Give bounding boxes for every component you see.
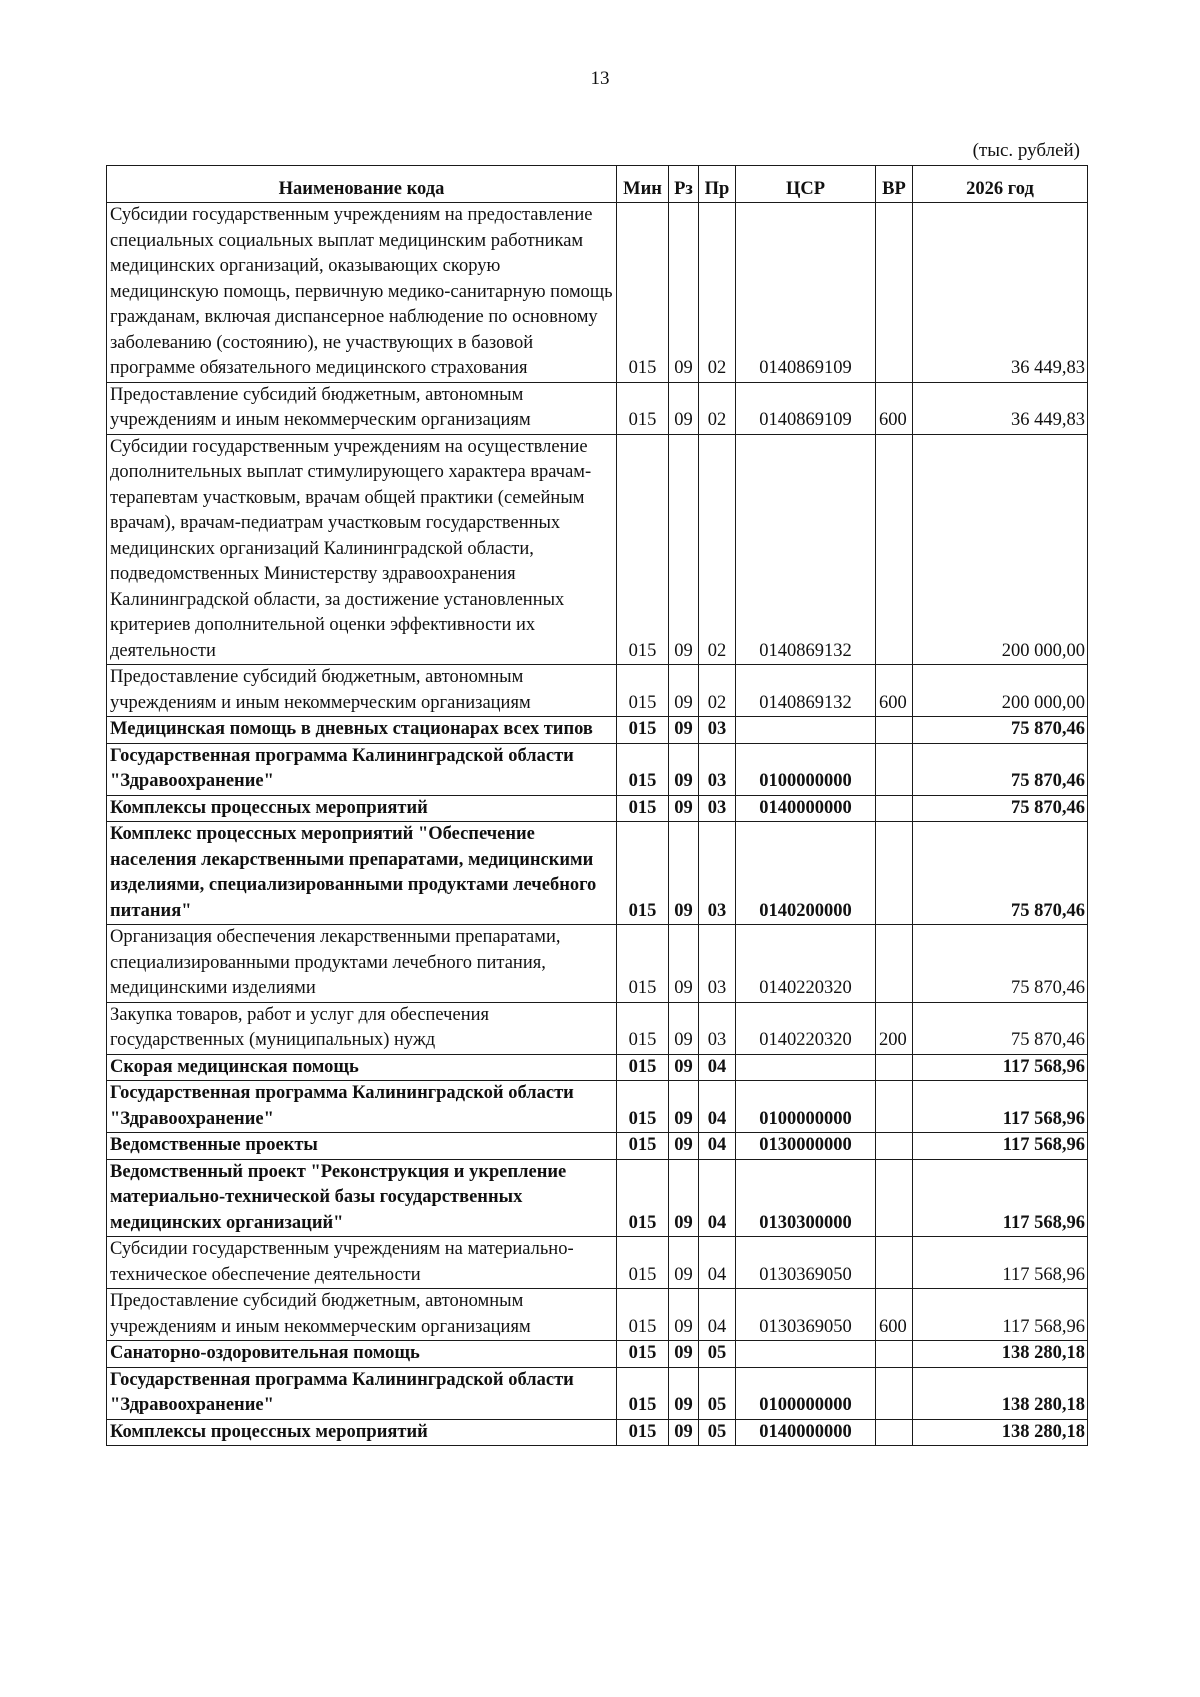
cell-pr: 04 [699, 1237, 736, 1289]
cell-csr: 0140869132 [736, 434, 876, 665]
page-number: 13 [590, 68, 610, 89]
table-row [107, 203, 1088, 383]
table-row [107, 1367, 1088, 1419]
cell-name: Санаторно-оздоровительная помощь [107, 1341, 617, 1368]
table-row [107, 1289, 1088, 1341]
cell-csr: 0130369050 [736, 1237, 876, 1289]
column-header-vr: ВР [876, 166, 913, 203]
cell-rz: 09 [669, 1002, 699, 1054]
cell-min: 015 [617, 1081, 669, 1133]
cell-vr [876, 1081, 913, 1133]
cell-min: 015 [617, 665, 669, 717]
cell-vr [876, 1237, 913, 1289]
cell-amount: 75 870,46 [913, 1002, 1088, 1054]
cell-name: Субсидии государственным учреждениям на предоставление специальных социальных выплат медицинским работникам медицинских организаций, оказывающих скорую медицинскую помощь, первичную медико-санитарную помощь гражданам, включая диспансерное наблюдение по основному заболеванию (состоянию), не участвующих в базовой программе обязательного медицинского страхования [107, 203, 617, 383]
cell-vr [876, 1054, 913, 1081]
cell-rz: 09 [669, 1054, 699, 1081]
budget-table [106, 165, 1088, 1446]
cell-amount: 75 870,46 [913, 925, 1088, 1003]
cell-min: 015 [617, 1002, 669, 1054]
cell-vr [876, 1133, 913, 1160]
table-row [107, 434, 1088, 665]
units-label: (тыс. рублей) [972, 140, 1080, 161]
cell-rz: 09 [669, 1237, 699, 1289]
cell-vr: 600 [876, 665, 913, 717]
cell-vr [876, 822, 913, 925]
cell-name: Комплекс процессных мероприятий "Обеспечение населения лекарственными препаратами, медицинскими изделиями, специализированными продуктами лечебного питания" [107, 822, 617, 925]
column-header-name: Наименование кода [107, 166, 617, 203]
cell-vr [876, 795, 913, 822]
cell-vr [876, 743, 913, 795]
table-row [107, 1133, 1088, 1160]
cell-csr [736, 1054, 876, 1081]
cell-amount: 117 568,96 [913, 1237, 1088, 1289]
cell-amount: 75 870,46 [913, 795, 1088, 822]
cell-pr: 03 [699, 1002, 736, 1054]
cell-amount: 75 870,46 [913, 717, 1088, 744]
cell-csr: 0100000000 [736, 1081, 876, 1133]
cell-rz: 09 [669, 382, 699, 434]
cell-csr: 0140869109 [736, 203, 876, 383]
cell-csr: 0140869132 [736, 665, 876, 717]
cell-pr: 04 [699, 1081, 736, 1133]
cell-vr [876, 925, 913, 1003]
cell-csr: 0140869109 [736, 382, 876, 434]
cell-amount: 117 568,96 [913, 1054, 1088, 1081]
cell-vr [876, 1367, 913, 1419]
cell-pr: 02 [699, 665, 736, 717]
table-row [107, 1159, 1088, 1237]
cell-min: 015 [617, 717, 669, 744]
cell-vr [876, 203, 913, 383]
cell-csr: 0140000000 [736, 795, 876, 822]
cell-amount: 117 568,96 [913, 1133, 1088, 1160]
cell-rz: 09 [669, 925, 699, 1003]
cell-rz: 09 [669, 434, 699, 665]
cell-csr: 0100000000 [736, 743, 876, 795]
table-row [107, 1054, 1088, 1081]
cell-rz: 09 [669, 1341, 699, 1368]
cell-amount: 138 280,18 [913, 1367, 1088, 1419]
cell-pr: 04 [699, 1054, 736, 1081]
column-header-min: Мин [617, 166, 669, 203]
cell-pr: 02 [699, 434, 736, 665]
cell-min: 015 [617, 434, 669, 665]
cell-csr: 0130369050 [736, 1289, 876, 1341]
table-row [107, 1419, 1088, 1446]
table-row [107, 717, 1088, 744]
cell-min: 015 [617, 1367, 669, 1419]
cell-amount: 75 870,46 [913, 822, 1088, 925]
table-row [107, 925, 1088, 1003]
cell-csr: 0140200000 [736, 822, 876, 925]
table-row [107, 1081, 1088, 1133]
cell-rz: 09 [669, 1367, 699, 1419]
cell-rz: 09 [669, 1133, 699, 1160]
table-row [107, 822, 1088, 925]
cell-csr: 0140220320 [736, 925, 876, 1003]
cell-name: Предоставление субсидий бюджетным, автономным учреждениям и иным некоммерческим организациям [107, 382, 617, 434]
cell-amount: 117 568,96 [913, 1081, 1088, 1133]
cell-name: Государственная программа Калининградской области "Здравоохранение" [107, 1367, 617, 1419]
cell-amount: 36 449,83 [913, 382, 1088, 434]
cell-pr: 05 [699, 1419, 736, 1446]
cell-rz: 09 [669, 1081, 699, 1133]
cell-rz: 09 [669, 795, 699, 822]
cell-name: Субсидии государственным учреждениям на материально-техническое обеспечение деятельности [107, 1237, 617, 1289]
cell-min: 015 [617, 795, 669, 822]
cell-csr [736, 1341, 876, 1368]
table-row [107, 743, 1088, 795]
cell-csr: 0100000000 [736, 1367, 876, 1419]
cell-amount: 117 568,96 [913, 1289, 1088, 1341]
cell-name: Государственная программа Калининградской области "Здравоохранение" [107, 1081, 617, 1133]
table-row [107, 1237, 1088, 1289]
cell-name: Предоставление субсидий бюджетным, автономным учреждениям и иным некоммерческим организациям [107, 665, 617, 717]
cell-min: 015 [617, 1341, 669, 1368]
cell-pr: 03 [699, 743, 736, 795]
table-row [107, 382, 1088, 434]
cell-vr: 600 [876, 1289, 913, 1341]
cell-pr: 04 [699, 1289, 736, 1341]
cell-min: 015 [617, 925, 669, 1003]
cell-vr [876, 717, 913, 744]
cell-csr: 0130300000 [736, 1159, 876, 1237]
cell-pr: 03 [699, 925, 736, 1003]
cell-rz: 09 [669, 1159, 699, 1237]
cell-min: 015 [617, 1237, 669, 1289]
cell-name: Субсидии государственным учреждениям на осуществление дополнительных выплат стимулирующего характера врачам-терапевтам участковым, врачам общей практики (семейным врачам), врачам-педиатрам участковым государственных медицинских организаций Калининградской области, подведомственных Министерству здравоохранения Калининградской области, за достижение установленных критериев дополнительной оценки эффективности их деятельности [107, 434, 617, 665]
cell-csr: 0140000000 [736, 1419, 876, 1446]
cell-amount: 36 449,83 [913, 203, 1088, 383]
cell-vr: 200 [876, 1002, 913, 1054]
cell-amount: 117 568,96 [913, 1159, 1088, 1237]
cell-amount: 138 280,18 [913, 1419, 1088, 1446]
cell-pr: 03 [699, 795, 736, 822]
cell-min: 015 [617, 203, 669, 383]
cell-vr [876, 1341, 913, 1368]
column-header-pr: Пр [699, 166, 736, 203]
table-row [107, 1341, 1088, 1368]
cell-min: 015 [617, 1159, 669, 1237]
cell-min: 015 [617, 382, 669, 434]
cell-vr [876, 1159, 913, 1237]
cell-name: Комплексы процессных мероприятий [107, 1419, 617, 1446]
cell-name: Государственная программа Калининградской области "Здравоохранение" [107, 743, 617, 795]
cell-name: Медицинская помощь в дневных стационарах всех типов [107, 717, 617, 744]
cell-rz: 09 [669, 717, 699, 744]
cell-amount: 200 000,00 [913, 665, 1088, 717]
cell-rz: 09 [669, 1289, 699, 1341]
cell-rz: 09 [669, 665, 699, 717]
cell-rz: 09 [669, 822, 699, 925]
cell-min: 015 [617, 743, 669, 795]
cell-csr [736, 717, 876, 744]
table-row [107, 665, 1088, 717]
cell-name: Закупка товаров, работ и услуг для обеспечения государственных (муниципальных) нужд [107, 1002, 617, 1054]
table-header-row [107, 166, 1088, 203]
cell-pr: 03 [699, 717, 736, 744]
cell-min: 015 [617, 1289, 669, 1341]
cell-amount: 138 280,18 [913, 1341, 1088, 1368]
cell-pr: 02 [699, 203, 736, 383]
cell-amount: 200 000,00 [913, 434, 1088, 665]
cell-name: Ведомственные проекты [107, 1133, 617, 1160]
cell-pr: 03 [699, 822, 736, 925]
cell-min: 015 [617, 1133, 669, 1160]
cell-name: Предоставление субсидий бюджетным, автономным учреждениям и иным некоммерческим организациям [107, 1289, 617, 1341]
column-header-csr: ЦСР [736, 166, 876, 203]
cell-name: Комплексы процессных мероприятий [107, 795, 617, 822]
cell-vr: 600 [876, 382, 913, 434]
cell-rz: 09 [669, 203, 699, 383]
column-header-year: 2026 год [913, 166, 1088, 203]
cell-csr: 0140220320 [736, 1002, 876, 1054]
cell-csr: 0130000000 [736, 1133, 876, 1160]
cell-pr: 05 [699, 1367, 736, 1419]
cell-amount: 75 870,46 [913, 743, 1088, 795]
column-header-rz: Рз [669, 166, 699, 203]
cell-rz: 09 [669, 743, 699, 795]
cell-vr [876, 1419, 913, 1446]
cell-pr: 05 [699, 1341, 736, 1368]
cell-rz: 09 [669, 1419, 699, 1446]
table-row [107, 795, 1088, 822]
table-body [107, 203, 1088, 1446]
cell-pr: 04 [699, 1159, 736, 1237]
cell-name: Организация обеспечения лекарственными препаратами, специализированными продуктами лечебного питания, медицинскими изделиями [107, 925, 617, 1003]
cell-pr: 02 [699, 382, 736, 434]
cell-min: 015 [617, 1054, 669, 1081]
cell-pr: 04 [699, 1133, 736, 1160]
cell-min: 015 [617, 822, 669, 925]
table-row [107, 1002, 1088, 1054]
cell-vr [876, 434, 913, 665]
cell-name: Ведомственный проект "Реконструкция и укрепление материально-технической базы государственных медицинских организаций" [107, 1159, 617, 1237]
cell-name: Скорая медицинская помощь [107, 1054, 617, 1081]
cell-min: 015 [617, 1419, 669, 1446]
